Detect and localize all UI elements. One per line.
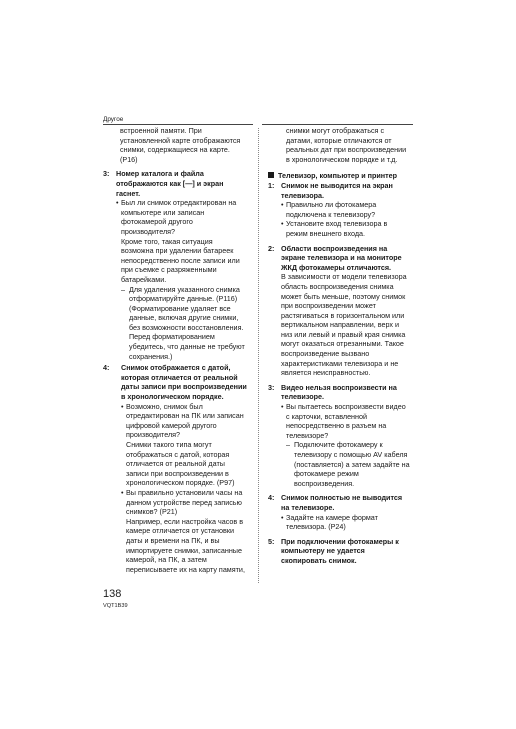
square-bullet-icon	[268, 172, 274, 178]
right-item-5-heading: 5: При подключении фотокамеры к компьютеру не удается скопировать снимок.	[268, 536, 399, 565]
column-divider	[258, 128, 260, 583]
section-label: Другое	[103, 116, 124, 123]
document-code: VQT1B39	[103, 603, 128, 609]
right-item-1-bullet-1: • Правильно ли фотокамера подключена к телевизору?	[281, 200, 377, 219]
right-section-title: Телевизор, компьютер и принтер	[268, 171, 418, 181]
right-item-3-dash: – Подключите фотокамеру к телевизору с помощью AV кабеля (поставляется) а затем задайте на фотокамере режим воспроизведения.	[286, 440, 410, 488]
right-continuation: снимки могут отображаться с датами, которые отличаются от реальных дат при воспроизведении в хронологическом порядке и т.д.	[286, 126, 407, 164]
right-item-2-body: В зависимости от модели телевизора область воспроизведения снимка может быть меньше, поэтому снимок при воспроизведении может растягиваться в горизонтальном или вертикальном направлении, верх и низ или левый и правый края снимка могут оказаться отрезанными. Такое воспроизведение вызвано характеристиками телевизора и не является неисправностью.	[281, 272, 407, 378]
right-item-1-heading: 1: Снимок не выводится на экран телевизора.	[268, 180, 393, 200]
right-item-4-bullet: • Задайте на камере формат телевизора. (P24)	[281, 512, 378, 532]
left-column	[103, 126, 253, 574]
page-number: 138	[103, 588, 122, 600]
left-item-4-bullet-1: • Возможно, снимок был отредактирован на ПК или записан цифровой камерой другого производителя? Снимки такого типа могут отображаться с датой, которая отличается от реальной даты записи при воспроизведении в хронологическом порядке. (P97)	[121, 401, 244, 488]
left-continuation: встроенной памяти. При установленной карте отображаются снимки, содержащиеся на карте. (P16)	[120, 126, 241, 164]
right-item-3-bullet: • Вы пытаетесь воспроизвести видео с карточки, вставленной непосредственно в разъем на телевизоре?	[281, 402, 406, 440]
left-item-3-heading: 3: Номер каталога и файла отображаются как [—] и экран гаснет.	[103, 169, 224, 198]
left-item-3-dash: – Для удаления указанного снимка отформатируйте данные. (P116) (Форматирование удаляет все данные, включая другие снимки, без возможности восстановления. Перед форматированием убедитесь, что данные не требуют сохранения.)	[121, 284, 245, 361]
right-item-2-heading: 2: Области воспроизведения на экране телевизора и на мониторе ЖКД фотокамеры отличаются.	[268, 243, 402, 272]
right-item-3-heading: 3: Видео нельзя воспроизвести на телевизоре.	[268, 382, 397, 402]
left-item-4-heading: 4: Снимок отображается с датой, которая отличается от реальной даты записи при воспроизведении в хронологическом порядке.	[103, 363, 247, 402]
header-rule-left	[103, 124, 253, 125]
left-item-4-bullet-2: • Вы правильно установили часы на данном устройстве перед записью снимков? (P21) Например, если настройка часов в камере отличается от установки даты и времени на ПК, и вы импортируете снимки, записанные камерой, на ПК, а затем переписываете их на карту памяти,	[121, 487, 245, 574]
header-rule-right	[262, 124, 413, 125]
left-item-3-bullet: • Был ли снимок отредактирован на компьютере или записан фотокамерой другого производителя? Кроме того, такая ситуация возможна при удалении батареек непосредственно после записи или при съемке с разряженными батарейками.	[116, 198, 240, 284]
right-item-1-bullet-2: • Установите вход телевизора в режим внешнего входа.	[281, 219, 388, 238]
right-item-4-heading: 4: Снимок полностью не выводится на телевизоре.	[268, 493, 403, 512]
right-column	[268, 126, 418, 566]
